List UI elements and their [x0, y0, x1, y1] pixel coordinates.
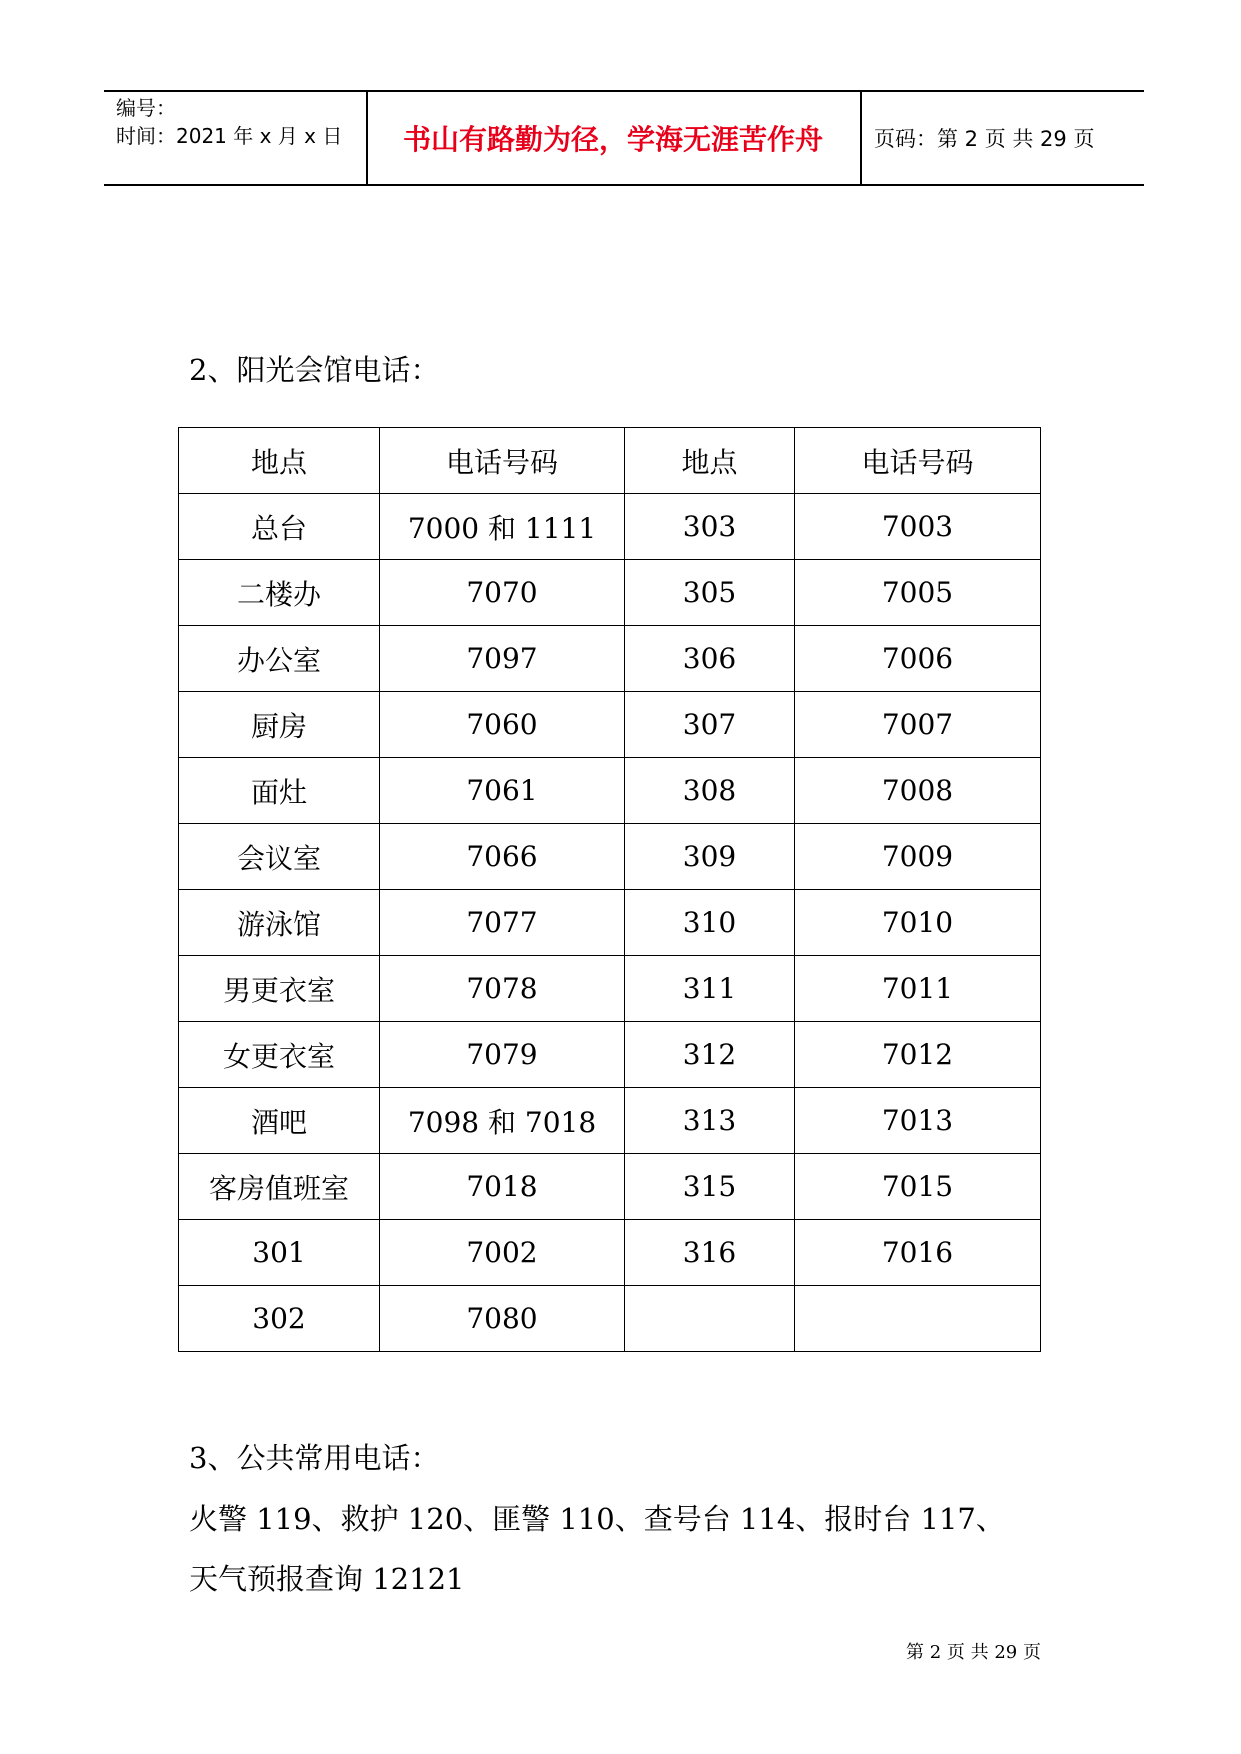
- table-cell: 客房值班室: [179, 1154, 380, 1220]
- table-cell: 7098 和 7018: [380, 1088, 625, 1154]
- table-cell: 7079: [380, 1022, 625, 1088]
- table-cell: 316: [625, 1220, 795, 1286]
- table-cell: 308: [625, 758, 795, 824]
- table-cell: 游泳馆: [179, 890, 380, 956]
- table-cell: 7002: [380, 1220, 625, 1286]
- table-cell: 7005: [795, 560, 1041, 626]
- table-cell: 302: [179, 1286, 380, 1352]
- table-cell: 7061: [380, 758, 625, 824]
- header-divider: [860, 92, 862, 184]
- table-cell: 310: [625, 890, 795, 956]
- table-cell: 7011: [795, 956, 1041, 1022]
- header-cell: 电话号码: [380, 428, 625, 494]
- phone-table: [178, 427, 1041, 1352]
- table-row: [179, 758, 1041, 824]
- table-row: [179, 1088, 1041, 1154]
- table-cell: 7007: [795, 692, 1041, 758]
- table-row: [179, 890, 1041, 956]
- table-cell: 面灶: [179, 758, 380, 824]
- table-cell: 303: [625, 494, 795, 560]
- table-cell: 酒吧: [179, 1088, 380, 1154]
- table-cell: 会议室: [179, 824, 380, 890]
- table-cell: 7006: [795, 626, 1041, 692]
- document-header: [104, 90, 1144, 186]
- table-cell: 7078: [380, 956, 625, 1022]
- table-cell: 7018: [380, 1154, 625, 1220]
- table-row: [179, 560, 1041, 626]
- table-header-row: [179, 428, 1041, 494]
- table-cell: 7060: [380, 692, 625, 758]
- table-cell: 女更衣室: [179, 1022, 380, 1088]
- table-cell: 7013: [795, 1088, 1041, 1154]
- table-cell: 307: [625, 692, 795, 758]
- table-cell: 7010: [795, 890, 1041, 956]
- table-row: [179, 692, 1041, 758]
- header-cell: 地点: [625, 428, 795, 494]
- table-cell: 办公室: [179, 626, 380, 692]
- table-cell: 7070: [380, 560, 625, 626]
- section-3-heading: 3、公共常用电话：: [189, 1441, 440, 1475]
- header-page-info: 页码：第 2 页 共 29 页: [874, 127, 1095, 151]
- table-cell: 313: [625, 1088, 795, 1154]
- time-label: 时间：2021 年 x 月 x 日: [116, 124, 343, 148]
- table-cell: 7097: [380, 626, 625, 692]
- header-motto: 书山有路勤为径，学海无涯苦作舟: [402, 123, 823, 156]
- table-cell: 二楼办: [179, 560, 380, 626]
- table-row: [179, 626, 1041, 692]
- header-meta: [116, 92, 366, 184]
- table-cell: 7003: [795, 494, 1041, 560]
- table-cell: 7012: [795, 1022, 1041, 1088]
- table-cell: 309: [625, 824, 795, 890]
- table-cell: [795, 1286, 1041, 1352]
- table-cell: 7008: [795, 758, 1041, 824]
- table-cell: [625, 1286, 795, 1352]
- header-cell: 地点: [179, 428, 380, 494]
- table-cell: 7077: [380, 890, 625, 956]
- table-cell: 315: [625, 1154, 795, 1220]
- table-cell: 7009: [795, 824, 1041, 890]
- table-cell: 男更衣室: [179, 956, 380, 1022]
- table-cell: 301: [179, 1220, 380, 1286]
- number-label: 编号：: [116, 96, 176, 120]
- section-2-heading: 2、阳光会馆电话：: [189, 353, 440, 387]
- table-row: [179, 1154, 1041, 1220]
- table-row: [179, 1220, 1041, 1286]
- page-footer: 第 2 页 共 29 页: [906, 1642, 1041, 1663]
- header-cell: 电话号码: [795, 428, 1041, 494]
- table-cell: 7066: [380, 824, 625, 890]
- table-cell: 305: [625, 560, 795, 626]
- table-cell: 7080: [380, 1286, 625, 1352]
- table-row: [179, 494, 1041, 560]
- table-cell: 7016: [795, 1220, 1041, 1286]
- table-cell: 306: [625, 626, 795, 692]
- table-row: [179, 824, 1041, 890]
- table-row: [179, 1286, 1041, 1352]
- table-cell: 厨房: [179, 692, 380, 758]
- table-row: [179, 956, 1041, 1022]
- table-cell: 311: [625, 956, 795, 1022]
- public-phones-line-2: 天气预报查询 12121: [189, 1562, 465, 1596]
- table-cell: 总台: [179, 494, 380, 560]
- table-row: [179, 1022, 1041, 1088]
- table-cell: 7015: [795, 1154, 1041, 1220]
- table-cell: 7000 和 1111: [380, 494, 625, 560]
- public-phones-line-1: 火警 119、救护 120、匪警 110、查号台 114、报时台 117、: [189, 1502, 1005, 1536]
- table-cell: 312: [625, 1022, 795, 1088]
